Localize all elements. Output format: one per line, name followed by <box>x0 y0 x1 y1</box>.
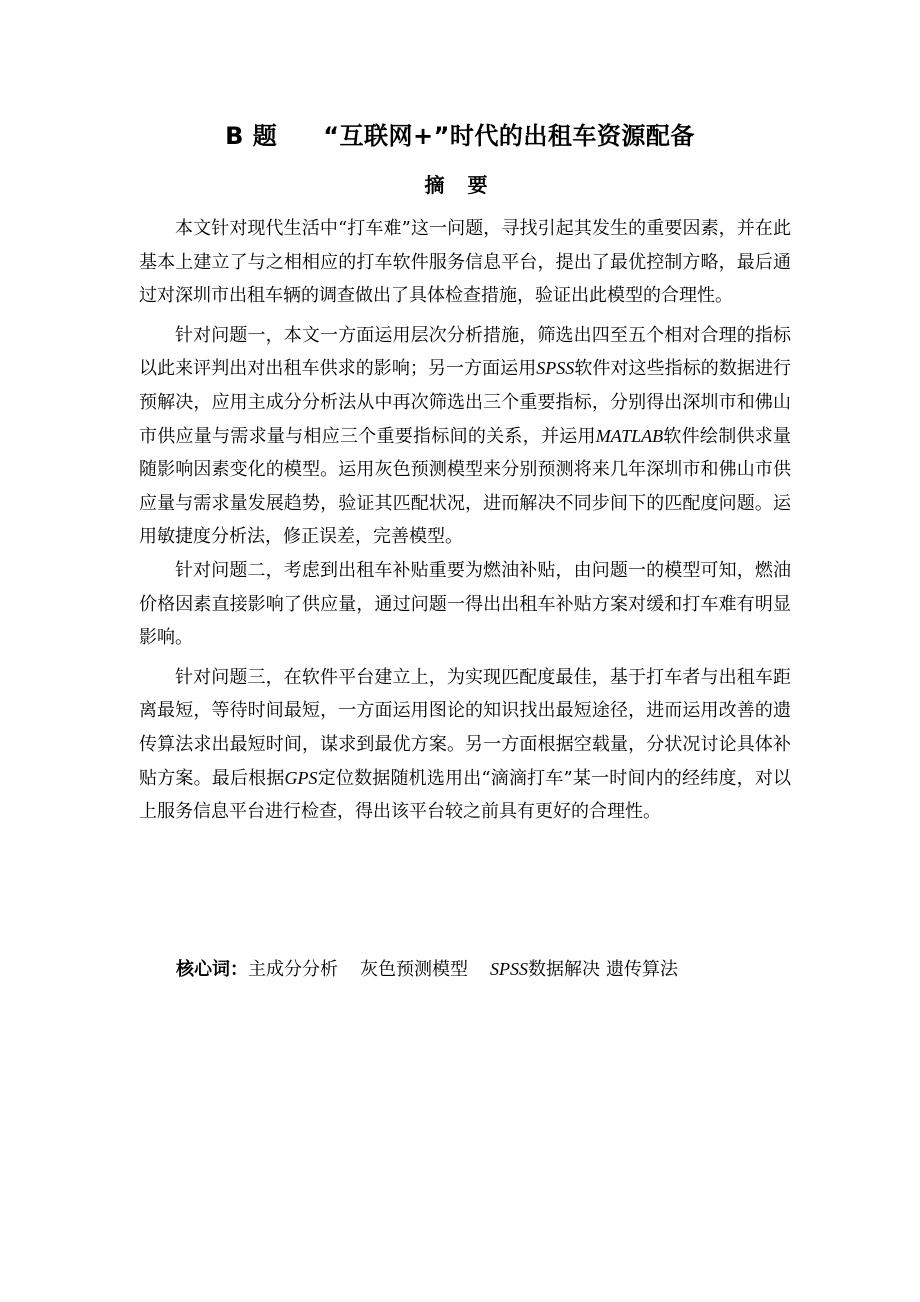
paragraph-problem-two-text: 针对问题二，考虑到出租车补贴重要为燃油补贴，由问题一的模型可知，燃油价格因素直接影响了供应量，通过问题一得出出租车补贴方案对缓和打车难有明显影响。 <box>139 559 791 649</box>
abstract-body <box>139 212 791 829</box>
paragraph-problem-three-text-b: 定位数据随机选用出“滴滴打车”某一时间内的经纬度，对以上服务信息平台进行检查，得出该平台较之前具有更好的合理性。 <box>139 767 792 823</box>
paragraph-problem-one-text-c: 软件绘制供求量随影响因素变化的模型。运用灰色预测模型来分别预测将来几年深圳市和佛山市供应量与需求量发展趋势，验证其匹配状况，进而解决不同步间下的匹配度问题。运用敏捷度分析法，修正误差，完善模型。 <box>139 425 792 548</box>
paper-title <box>0 118 920 154</box>
paragraph-intro <box>139 212 791 313</box>
paragraph-problem-three-text-a: 针对问题三，在软件平台建立上，为实现匹配度最佳，基于打车者与出租车距离最短，等待时间最短，一方面运用图论的知识找出最短途径，进而运用改善的遗传算法求出最短时间，谋求到最优方案。另一方面根据空载量，分状况讨论具体补贴方案。最后根据 <box>139 666 791 789</box>
keywords-line <box>176 954 796 985</box>
term-matlab: MATLAB <box>595 425 664 446</box>
term-gps: GPS <box>284 767 318 788</box>
keyword-data-processing: 数据解决 <box>528 959 600 980</box>
keywords-label: 核心词： <box>176 959 248 980</box>
problem-label: B 题 <box>225 122 278 150</box>
paragraph-intro-text: 本文针对现代生活中“打车难”这一问题，寻找引起其发生的重要因素，并在此基本上建立了与之相相应的打车软件服务信息平台，提出了最优控制方略，最后通过对深圳市出租车辆的调查做出了具体检查措施，验证出此模型的合理性。 <box>139 218 791 307</box>
paragraph-problem-one-text-a: 针对问题一，本文一方面运用层次分析措施，筛选出四至五个相对合理的指标以此来评判出对出租车供求的影响；另一方面运用 <box>139 324 791 380</box>
paragraph-problem-one <box>139 319 791 554</box>
term-spss: SPSS <box>536 358 575 379</box>
paragraph-problem-three <box>139 661 791 829</box>
keyword-genetic-algorithm: 遗传算法 <box>606 959 678 980</box>
paragraph-problem-two <box>139 554 791 655</box>
title-text: “互联网+”时代的出租车资源配备 <box>323 122 695 150</box>
paragraph-problem-one-text-b: 软件对这些指标的数据进行预解决，应用主成分分析法从中再次筛选出三个重要指标，分别得出深圳市和佛山市供应量与需求量与相应三个重要指标间的关系，并运用 <box>139 358 792 447</box>
keyword-spss-term: SPSS <box>490 959 528 979</box>
keyword-grey-model: 灰色预测模型 <box>360 959 468 980</box>
abstract-heading: 摘 要 <box>424 173 496 197</box>
keyword-pca: 主成分分析 <box>248 959 338 980</box>
